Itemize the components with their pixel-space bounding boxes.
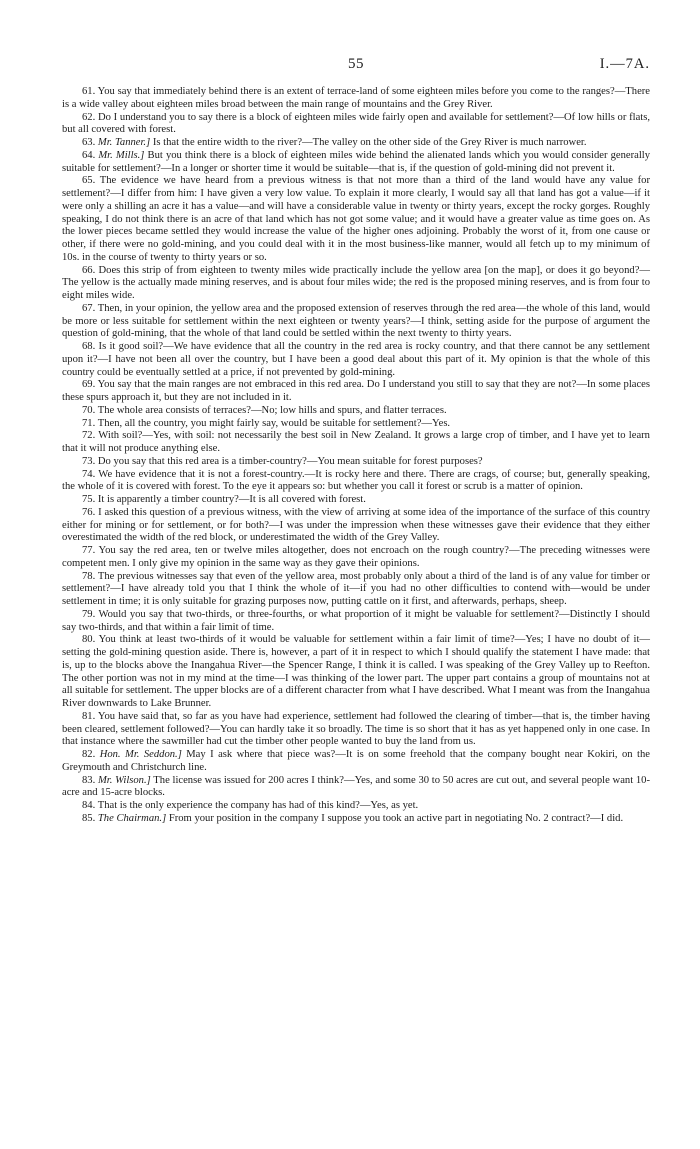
question-number: 85. <box>82 812 96 824</box>
testimony-paragraph <box>62 379 650 405</box>
paragraph-text: Is that the entire width to the river?—The valley on the other side of the Grey River is much narrower. <box>152 137 587 148</box>
testimony-paragraph <box>62 137 650 150</box>
question-number: 71. <box>82 417 96 429</box>
paragraph-text: You say the red area, ten or twelve miles altogether, does not encroach on the rough country?—The preceding witnesses were competent men. I only give my opinion in the same way as they gave their opinions. <box>62 545 650 569</box>
question-number: 65. <box>82 175 96 187</box>
testimony-paragraph <box>62 418 650 431</box>
paragraph-text: You think at least two-thirds of it would be valuable for settlement within a fair limit of time?—Yes; I have no doubt of it—setting the gold-mining question aside. There is, however, a part of it in respect to which I should qualify the statement I have made: that is, up to the blocks above the Inangahua River—the Spencer Range, I think it is called. I was speaking of the Grey Valley up to Reefton. The other portion was not in my mind at the time—I was thinking of the lower part. The upper part contains a group of mountains not at all suitable for settlement. The upper blocks are of a different character from what I have described. What I meant was from the Inangahua River downwards to Lake Brunner. <box>62 634 650 709</box>
question-number: 78. <box>82 570 96 582</box>
paragraph-text: But you think there is a block of eighteen miles wide behind the alienated lands which you would consider generally suitable for settlement?—In a longer or shorter time it would be suitable—that is, if the question of gold-mining did not prevent it. <box>62 149 651 174</box>
paragraph-text: Would you say that two-thirds, or three-fourths, or what proportion of it might be valuable for settlement?—Distinctly I should say two-thirds, and that within a fair limit of time. <box>62 608 650 633</box>
speaker-label: Mr. Tanner.] <box>97 137 151 148</box>
testimony-paragraph <box>62 303 650 341</box>
paragraph-text: Then, in your opinion, the yellow area and the proposed extension of reserves through the red area—the whole of this land, would be more or less suitable for settlement within the next eighteen or twenty years?—I think, setting aside for the purpose of argument the question of gold-mining, that the whole of that land could be settled within the next twenty to thirty years. <box>62 302 650 340</box>
paragraph-text: The license was issued for 200 acres I think?—Yes, and some 30 to 50 acres are cut out, and several people want 10-acre and 15-acre blocks. <box>62 774 650 799</box>
paragraph-text: Do you say that this red area is a timber-country?—You mean suitable for forest purposes? <box>97 455 483 467</box>
testimony-paragraph <box>62 494 650 507</box>
question-number: 69. <box>82 379 96 391</box>
paragraph-text: May I ask where that piece was?—It is on some freehold that the company bought near Kokiri, on the Greymouth and Christchurch line. <box>62 749 650 773</box>
document-body <box>62 86 650 826</box>
speaker-label: The Chairman.] <box>97 812 167 824</box>
testimony-paragraph <box>62 469 650 495</box>
testimony-paragraph <box>62 405 650 418</box>
question-number: 70. <box>82 404 96 416</box>
testimony-paragraph <box>62 86 650 112</box>
testimony-paragraph <box>62 800 650 813</box>
paragraph-text: It is apparently a timber country?—It is all covered with forest. <box>97 494 366 505</box>
paragraph-text: Does this strip of from eighteen to twenty miles wide practically include the yellow area [on the map], or does it go beyond?—The yellow is the actually made mining reserves, and is about four miles wide; the red is the proposed mining reserves, and is from four to eight miles wide. <box>62 264 650 301</box>
question-number: 83. <box>82 774 96 786</box>
question-number: 64. <box>82 149 96 161</box>
testimony-paragraph <box>62 749 650 775</box>
paragraph-text: We have evidence that it is not a forest-country.—It is rocky here and there. There are crags, of course; but, generally speaking, the whole of it is covered with forest. To the eye it appears so: but whether you call it forest or scrub is a matter of opinion. <box>62 468 650 493</box>
testimony-paragraph <box>62 545 650 571</box>
question-number: 80. <box>82 634 96 646</box>
speaker-label: Mr. Mills.] <box>98 149 145 161</box>
question-number: 77. <box>82 545 96 556</box>
question-number: 81. <box>82 710 96 722</box>
testimony-paragraph <box>62 571 650 609</box>
sheet-reference: I.—7A. <box>599 56 650 72</box>
testimony-paragraph <box>62 711 650 749</box>
testimony-paragraph <box>62 634 650 711</box>
question-number: 76. <box>82 506 96 518</box>
testimony-paragraph <box>62 175 650 264</box>
testimony-paragraph <box>62 341 650 379</box>
paragraph-text: You have said that, so far as you have had experience, settlement had followed the clearing of timber—that is, the timber having been cleared, settlement followed?—You can hardly take it so broadly. The time is so short that it has as yet happened only in one case. In that instance where the sawmiller had cut the timber other people wanted to buy the land from us. <box>62 710 650 748</box>
testimony-paragraph <box>62 775 650 801</box>
question-number: 62. <box>82 111 96 123</box>
speaker-label: Hon. Mr. Seddon.] <box>99 749 182 760</box>
paragraph-text: Do I understand you to say there is a block of eighteen miles wide fairly open and available for settlement?—Of low hills or flats, but all covered with forest. <box>62 111 650 136</box>
paragraph-text: You say that immediately behind there is an extent of terrace-land of some eighteen miles before you come to the ranges?—There is a wide valley about eighteen miles broad between the main range of mountains and the Grey River. <box>62 86 650 110</box>
page-header <box>62 56 650 86</box>
testimony-paragraph <box>62 265 650 303</box>
question-number: 61. <box>82 86 96 97</box>
question-number: 72. <box>82 430 96 442</box>
question-number: 68. <box>82 341 96 352</box>
paragraph-text: The evidence we have heard from a previous witness is that not more than a third of the land would have any value for settlement?—I differ from him: I have given a very low value. To explain it more clearly, I would say all that land has got a value—if it were only a shilling an acre it has a value—and will have a considerable value in twenty or thirty years, except the rocky gorges. Roughly speaking, I do not think there is an acre of that land which has not got some value; and it would have a greater value as time goes on. As the lower pieces became settled they would increase the value of the higher ones adjoining. Probably the worst of it, from one cause or other, if there were no gold-mining, and you could deal with it in the most business-like manner, would all fetch up to my minimum of 10s. in the course of twenty to thirty years or so. <box>62 175 650 263</box>
paragraph-text: Is it good soil?—We have evidence that all the country in the red area is rocky country, and that there cannot be any settlement upon it?—I have not been all over the country, but I have been a good deal about this part of it. My opinion is that the whole of this country could be eventually settled at a price, if not prevented by gold-mining. <box>62 341 650 378</box>
paragraph-text: The whole area consists of terraces?—No; low hills and spurs, and flatter terraces. <box>97 404 447 416</box>
paragraph-text: Then, all the country, you might fairly say, would be suitable for settlement?—Yes. <box>97 417 451 429</box>
question-number: 79. <box>82 608 96 620</box>
paragraph-text: From your position in the company I suppose you took an active part in negotiating No. 2 contract?—I did. <box>168 812 624 824</box>
question-number: 67. <box>82 302 96 314</box>
question-number: 82. <box>82 749 96 760</box>
testimony-paragraph <box>62 507 650 545</box>
question-number: 73. <box>82 455 96 467</box>
speaker-label: Mr. Wilson.] <box>97 774 151 786</box>
testimony-paragraph <box>62 456 650 469</box>
paragraph-text: I asked this question of a previous witness, with the view of arriving at some idea of the importance of the surface of this country either for mining or for settlement, or for both?—I was under the impression when these witnesses gave their evidence that they either overestimated the width of the red block, or underestimated the width of the Grey Valley. <box>62 506 650 544</box>
question-number: 63. <box>82 137 96 148</box>
paragraph-text: That is the only experience the company has had of this kind?—Yes, as yet. <box>97 800 419 811</box>
question-number: 75. <box>82 494 96 505</box>
question-number: 74. <box>82 468 96 480</box>
testimony-paragraph <box>62 813 650 826</box>
question-number: 84. <box>82 800 96 811</box>
paragraph-text: The previous witnesses say that even of the yellow area, most probably only about a third of the land is of any value for timber or settlement?—I have already told you that I think the whole of it—if you had no other difficulties to contend with—would be under settlement in time; it is only suitable for grazing purposes now, putting cattle on it first, and afterwards, perhaps, sheep. <box>62 570 650 607</box>
page-number: 55 <box>348 56 364 72</box>
testimony-paragraph <box>62 430 650 456</box>
question-number: 66. <box>82 264 96 276</box>
testimony-paragraph <box>62 609 650 635</box>
paragraph-text: You say that the main ranges are not embraced in this red area. Do I understand you still to say that they are not?—In some places these spurs approach it, but they are not included in it. <box>62 379 650 403</box>
testimony-paragraph <box>62 112 650 138</box>
testimony-paragraph <box>62 150 650 176</box>
paragraph-text: With soil?—Yes, with soil: not necessarily the best soil in New Zealand. It grows a large crop of timber, and I have yet to learn that it will not produce anything else. <box>62 430 650 454</box>
